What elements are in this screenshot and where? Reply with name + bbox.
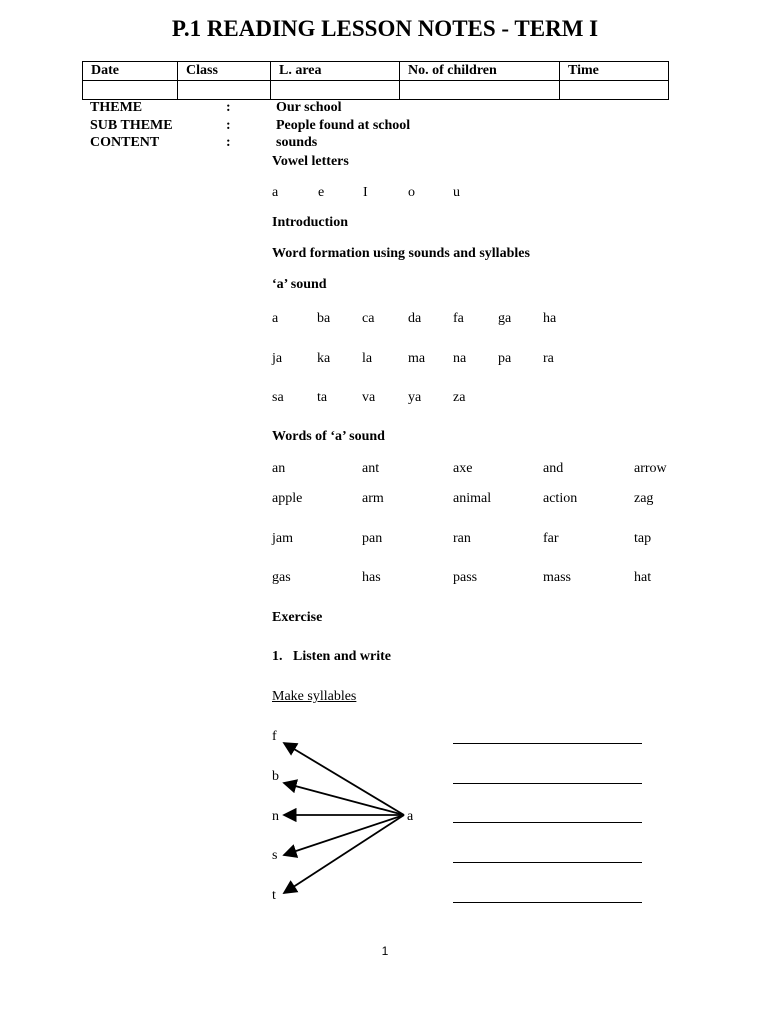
page-title: P.1 READING LESSON NOTES - TERM I: [171, 16, 599, 41]
diagram-letter: t: [272, 888, 276, 903]
syllable: za: [453, 390, 466, 405]
word: has: [362, 570, 381, 585]
header-time: Time: [560, 62, 669, 81]
answer-line[interactable]: [453, 902, 642, 903]
syllable: ya: [408, 390, 422, 405]
diagram-letter: f: [272, 729, 277, 744]
syllable: ba: [317, 311, 331, 326]
theme-label: THEME: [90, 100, 143, 115]
a-sound-heading: ‘a’ sound: [272, 277, 327, 292]
diagram-letter: b: [272, 769, 279, 784]
answer-line[interactable]: [453, 743, 642, 744]
vowel: I: [363, 185, 368, 200]
word: animal: [453, 491, 492, 506]
word: pan: [362, 531, 383, 546]
words-heading: Words of ‘a’ sound: [272, 429, 385, 444]
syllable: a: [272, 311, 279, 326]
syllable: ka: [317, 351, 331, 366]
syllable: ca: [362, 311, 375, 326]
theme-value: Our school: [276, 100, 342, 115]
exercise-heading: Exercise: [272, 610, 323, 625]
vowel: o: [408, 185, 415, 200]
arrow-line: [284, 783, 404, 815]
syllable: ja: [272, 351, 283, 366]
syllable: sa: [272, 390, 284, 405]
vowel: u: [453, 185, 460, 200]
syllable: da: [408, 311, 422, 326]
diagram-letter: n: [272, 809, 279, 824]
word: arrow: [634, 461, 667, 476]
word: ran: [453, 531, 471, 546]
syllable: na: [453, 351, 467, 366]
header-date: Date: [83, 62, 178, 81]
syllable: pa: [498, 351, 512, 366]
subtheme-label: SUB THEME: [90, 118, 173, 133]
arrow-line: [284, 815, 404, 893]
word: hat: [634, 570, 652, 585]
syllable: ha: [543, 311, 557, 326]
word-formation-heading: Word formation using sounds and syllables: [272, 246, 530, 261]
syllable: fa: [453, 311, 464, 326]
arrow-line: [284, 815, 404, 855]
header-learning-area: L. area: [271, 62, 400, 81]
word: zag: [634, 491, 654, 506]
content-label: CONTENT: [90, 135, 160, 150]
word: tap: [634, 531, 652, 546]
page-number: 1: [381, 944, 389, 958]
header-class: Class: [178, 62, 271, 81]
syllable: ga: [498, 311, 512, 326]
subtheme-value: People found at school: [276, 118, 411, 133]
question-1: 1. Listen and write: [272, 649, 391, 664]
word: an: [272, 461, 286, 476]
answer-line[interactable]: [453, 783, 642, 784]
answer-line[interactable]: [453, 822, 642, 823]
theme-sep: :: [226, 100, 231, 115]
content-sep: :: [226, 135, 231, 150]
vowel-heading: Vowel letters: [272, 154, 349, 169]
word: pass: [453, 570, 478, 585]
word: arm: [362, 491, 384, 506]
word: mass: [543, 570, 571, 585]
word: far: [543, 531, 559, 546]
syllable: ta: [317, 390, 328, 405]
word: jam: [272, 531, 293, 546]
word: apple: [272, 491, 303, 506]
syllable: la: [362, 351, 373, 366]
header-number-of-children: No. of children: [400, 62, 560, 81]
word: and: [543, 461, 564, 476]
arrow-line: [284, 743, 404, 815]
content-value: sounds: [276, 135, 318, 150]
diagram-letter: s: [272, 848, 278, 863]
introduction-heading: Introduction: [272, 215, 348, 230]
make-syllables-heading: Make syllables: [272, 689, 357, 704]
word: gas: [272, 570, 291, 585]
syllable: va: [362, 390, 376, 405]
subtheme-sep: :: [226, 118, 231, 133]
syllable: ra: [543, 351, 554, 366]
answer-line[interactable]: [453, 862, 642, 863]
word: action: [543, 491, 578, 506]
diagram-center-letter: a: [407, 809, 414, 824]
vowel: a: [272, 185, 279, 200]
word: axe: [453, 461, 473, 476]
vowel: e: [318, 185, 325, 200]
syllable: ma: [408, 351, 426, 366]
word: ant: [362, 461, 380, 476]
